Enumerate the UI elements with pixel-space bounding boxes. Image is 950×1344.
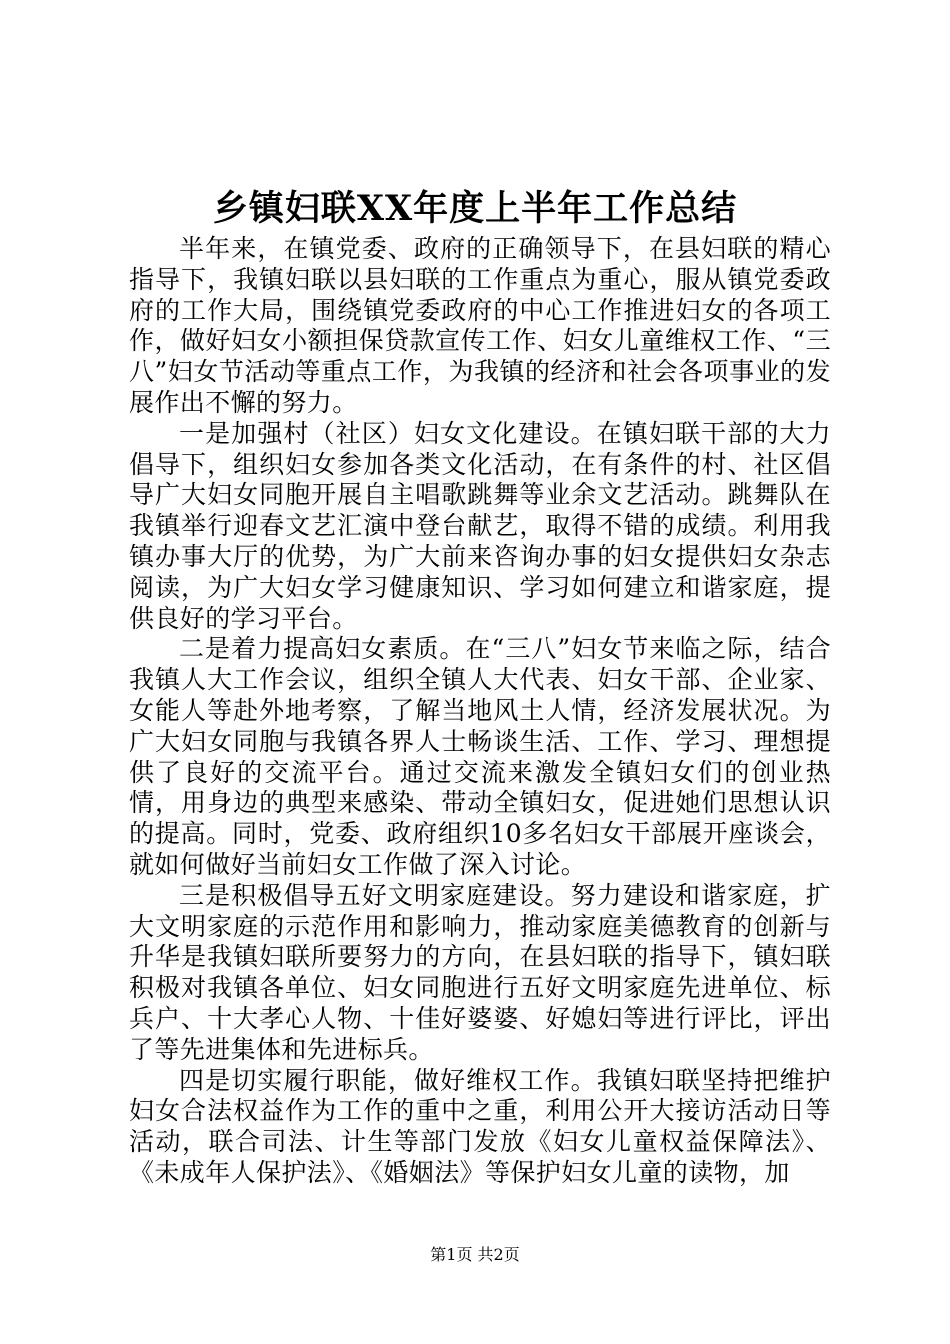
- paragraph-intro: 半年来，在镇党委、政府的正确领导下，在县妇联的精心指导下，我镇妇联以县妇联的工作重点为重心，服从镇党委政府的工作大局，围绕镇党委政府的中心工作推进妇女的各项工作，做好妇女小额担保贷款宣传工作、妇女儿童维权工作、“三八”妇女节活动等重点工作，为我镇的经济和社会各项事业的发展作出不懈的努力。: [129, 234, 831, 417]
- paragraph-rights: 四是切实履行职能，做好维权工作。我镇妇联坚持把维护妇女合法权益作为工作的重中之重，利用公开大接访活动日等活动，联合司法、计生等部门发放《妇女儿童权益保障法》、《未成年人保护法》、《婚姻法》等保护妇女儿童的读物，加: [129, 1065, 831, 1187]
- document-title: 乡镇妇联XX年度上半年工作总结: [212, 188, 738, 229]
- document-body: [129, 234, 831, 1189]
- paragraph-culture: 一是加强村（社区）妇女文化建设。在镇妇联干部的大力倡导下，组织妇女参加各类文化活动，在有条件的村、社区倡导广大妇女同胞开展自主唱歌跳舞等业余文艺活动。跳舞队在我镇举行迎春文艺汇演中登台献艺，取得不错的成绩。利用我镇办事大厅的优势，为广大前来咨询办事的妇女提供妇女杂志阅读，为广大妇女学习健康知识、学习如何建立和谐家庭，提供良好的学习平台。: [129, 418, 831, 633]
- page-footer: 第1页 共2页: [430, 1245, 520, 1264]
- paragraph-family: 三是积极倡导五好文明家庭建设。努力建设和谐家庭，扩大文明家庭的示范作用和影响力，推动家庭美德教育的创新与升华是我镇妇联所要努力的方向，在县妇联的指导下，镇妇联积极对我镇各单位、妇女同胞进行五好文明家庭先进单位、标兵户、十大孝心人物、十佳好婆婆、好媳妇等进行评比，评出了等先进集体和先进标兵。: [129, 880, 831, 1064]
- paragraph-quality: 二是着力提高妇女素质。在“三八”妇女节来临之际，结合我镇人大工作会议，组织全镇人大代表、妇女干部、企业家、女能人等赴外地考察，了解当地风土人情，经济发展状况。为广大妇女同胞与我镇各界人士畅谈生活、工作、学习、理想提供了良好的交流平台。通过交流来激发全镇妇女们的创业热情，用身边的典型来感染、带动全镇妇女，促进她们思想认识的提高。同时，党委、政府组织10多名妇女干部展开座谈会，就如何做好当前妇女工作做了深入讨论。: [129, 634, 831, 879]
